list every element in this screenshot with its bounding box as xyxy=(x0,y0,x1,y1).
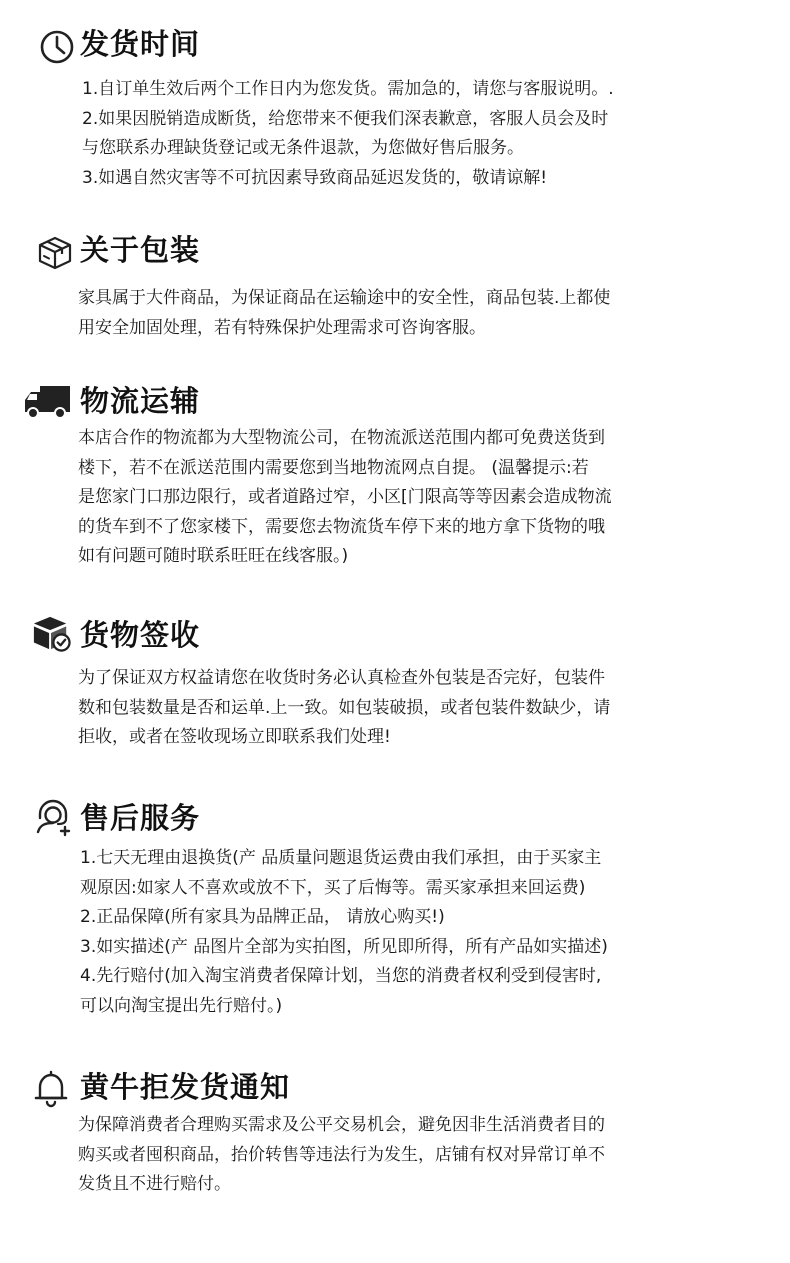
section-body xyxy=(78,424,718,572)
text-line: 本店合作的物流都为大型物流公司，在物流派送范围内都可免费送货到 xyxy=(78,428,605,448)
text-line: 家具属于大件商品，为保证商品在运输途中的安全性，商品包装.上都使 xyxy=(78,288,611,308)
text-line: 3.如实描述(产 品图片全部为实拍图，所见即所得，所有产品如实描述) xyxy=(80,936,608,957)
text-line: 的货车到不了您家楼下，需要您去物流货车停下来的地方拿下货物的哦 xyxy=(78,516,605,537)
customer-service-icon xyxy=(34,798,72,836)
text-line: 为保障消费者合理购买需求及公平交易机会，避免因非生活消费者目的 xyxy=(78,1115,605,1135)
text-line: 如有问题可随时联系旺旺在线客服。) xyxy=(78,546,349,566)
text-line: 4.先行赔付(加入淘宝消费者保障计划，当您的消费者权利受到侵害时, xyxy=(80,966,602,986)
section-title: 黄牛拒发货通知 xyxy=(80,1070,291,1104)
package-box-icon xyxy=(36,234,74,272)
text-line: 发货且不进行赔付。 xyxy=(78,1174,231,1194)
box-check-icon xyxy=(30,614,72,652)
text-line: 购买或者囤积商品，抬价转售等违法行为发生，店铺有权对异常订单不 xyxy=(78,1144,605,1165)
section-body xyxy=(78,284,718,343)
text-line: 是您家门口那边限行，或者道路过窄，小区[门限高等等因素会造成物流 xyxy=(78,487,612,507)
clock-icon xyxy=(38,28,76,66)
section-title: 货物签收 xyxy=(80,618,201,652)
text-line: 可以向淘宝提出先行赔付。) xyxy=(80,995,283,1016)
bell-icon xyxy=(32,1068,70,1106)
section-title: 售后服务 xyxy=(80,801,201,835)
section-body xyxy=(80,844,720,1021)
text-line: 拒收，或者在签收现场立即联系我们处理! xyxy=(78,727,391,747)
text-line: 用安全加固处理，若有特殊保护处理需求可咨询客服。 xyxy=(78,317,486,338)
text-line: 与您联系办理缺货登记或无条件退款，为您做好售后服务。 xyxy=(82,138,524,158)
section-title: 物流运辅 xyxy=(80,384,201,418)
text-line: 2.如果因脱销造成断货，给您带来不便我们深表歉意，客服人员会及时 xyxy=(82,108,609,129)
text-line: 观原因:如家人不喜欢或放不下，买了后悔等。需买家承担来回运费) xyxy=(80,877,586,898)
section-body xyxy=(78,664,718,753)
delivery-truck-icon xyxy=(22,382,72,420)
section-body xyxy=(78,1111,718,1200)
text-line: 为了保证双方权益请您在收货时务必认真检查外包装是否完好，包装件 xyxy=(78,668,605,688)
text-line: 1.自订单生效后两个工作日内为您发货。需加急的，请您与客服说明。. xyxy=(82,79,614,99)
section-body xyxy=(82,75,722,193)
text-line: 1.七天无理由退换货(产 品质量问题退货运费由我们承担，由于买家主 xyxy=(80,848,602,868)
text-line: 2.正品保障(所有家具为品牌正品， 请放心购买!) xyxy=(80,907,445,927)
section-title: 关于包装 xyxy=(80,233,201,267)
text-line: 数和包装数量是否和运单.上一致。如包装破损，或者包装件数缺少，请 xyxy=(78,697,611,718)
section-title: 发货时间 xyxy=(80,27,201,61)
text-line: 楼下，若不在派送范围内需要您到当地物流网点自提。 (温馨提示:若 xyxy=(78,457,589,478)
text-line: 3.如遇自然灾害等不可抗因素导致商品延迟发货的，敬请谅解! xyxy=(82,167,548,188)
